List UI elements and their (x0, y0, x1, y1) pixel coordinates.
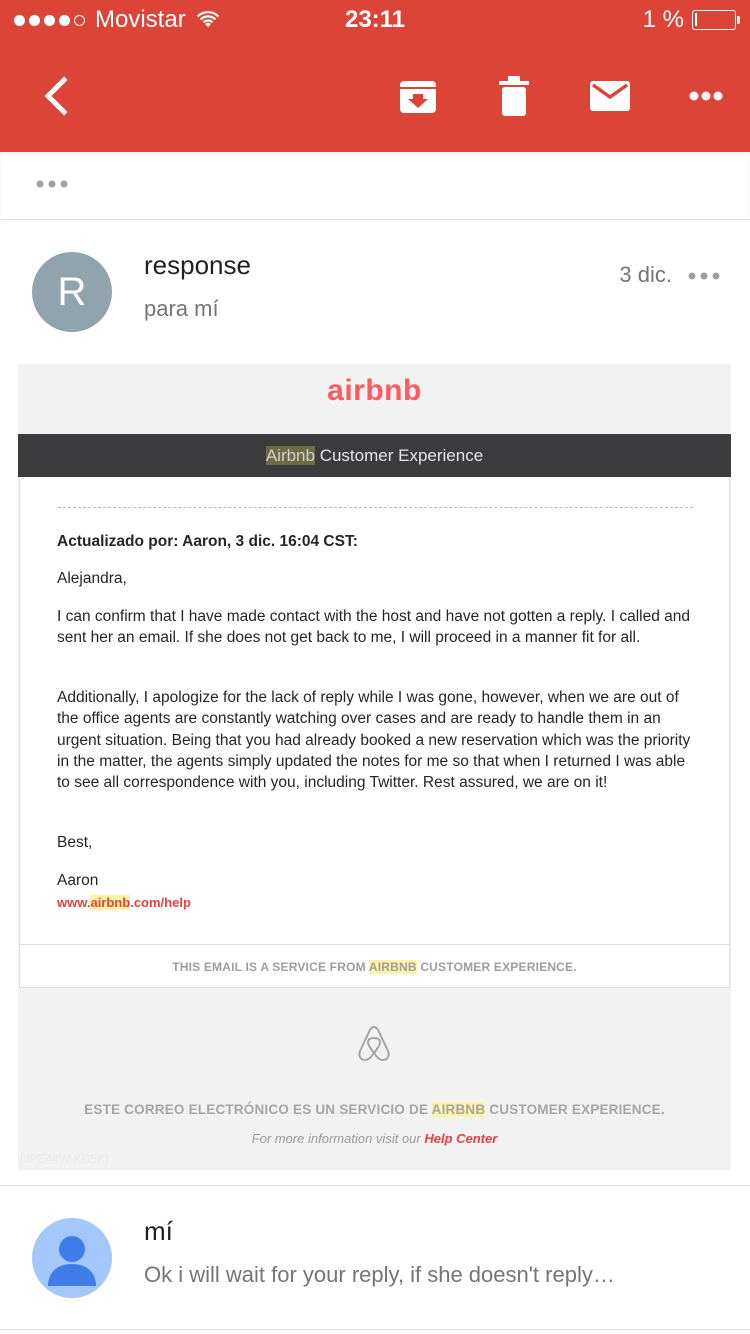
es-suffix: CUSTOMER EXPERIENCE. (485, 1102, 665, 1117)
recipient-label[interactable]: para mí (144, 296, 219, 321)
link-prefix: www. (57, 895, 91, 910)
service-prefix: THIS EMAIL IS A SERVICE FROM (172, 960, 369, 974)
archive-icon (399, 77, 437, 115)
person-icon (32, 1218, 112, 1298)
link-suffix: .com/help (130, 895, 191, 910)
bottom-divider (0, 1329, 750, 1330)
service-suffix: CUSTOMER EXPERIENCE. (416, 960, 577, 974)
status-bar (0, 0, 750, 40)
banner-brand: Airbnb (265, 446, 315, 465)
spanish-service-notice (18, 1102, 731, 1117)
signoff: Best, (57, 834, 93, 851)
mark-unread-button[interactable] (586, 72, 634, 120)
app-bar (0, 0, 750, 152)
chevron-left-icon (42, 76, 70, 116)
avatar[interactable]: R (32, 252, 112, 332)
carrier-label: Movistar (95, 6, 186, 33)
back-button[interactable] (32, 72, 80, 120)
more-info-text: For more information visit our (251, 1131, 425, 1146)
signature: Aaron (57, 872, 99, 889)
airbnb-belo-icon (356, 1024, 392, 1062)
delete-button[interactable] (490, 72, 538, 120)
paragraph-1: I can confirm that I have made contact with the host and have not gotten a reply. I called and sent her an email. If she does not get back to me, I will proceed in a manner fit for all. (57, 608, 691, 647)
es-brand: AIRBNB (431, 1102, 486, 1117)
help-link[interactable] (57, 895, 191, 910)
more-horizontal-icon (36, 180, 70, 188)
more-info-line (18, 1131, 731, 1146)
service-brand: AIRBNB (368, 960, 417, 974)
sender-name: response (144, 250, 251, 280)
service-notice (19, 944, 730, 988)
collapsed-messages[interactable] (0, 152, 750, 220)
archive-button[interactable] (394, 72, 442, 120)
reply-sender: mí (144, 1216, 173, 1246)
dashed-divider (58, 507, 693, 508)
es-prefix: ESTE CORREO ELECTRÓNICO ES UN SERVICIO DE (84, 1102, 432, 1117)
message-card (19, 477, 730, 987)
clock: 23:11 (344, 6, 406, 33)
mail-icon (590, 81, 630, 111)
airbnb-logo: airbnb (327, 374, 422, 407)
updated-by-line: Actualizado por: Aaron, 3 dic. 16:04 CST: (57, 533, 358, 550)
link-brand: airbnb (90, 895, 131, 910)
banner-text: Customer Experience (314, 446, 484, 465)
customer-experience-banner (18, 434, 731, 477)
trash-icon (499, 76, 529, 116)
reference-code: [JPE44W-KD5K] (20, 1152, 109, 1166)
more-horizontal-icon (689, 91, 723, 101)
message-separator (0, 1185, 750, 1186)
help-center-link[interactable]: Help Center (424, 1131, 498, 1146)
message-date: 3 dic. (619, 262, 672, 287)
reply-snippet[interactable]: Ok i will wait for your reply, if she doesn't reply… (144, 1262, 615, 1287)
battery-percent: 1 % (642, 6, 684, 33)
battery-group (643, 6, 736, 34)
more-options-button[interactable] (682, 72, 730, 120)
email-body (18, 364, 731, 1170)
greeting: Alejandra, (57, 570, 127, 587)
paragraph-2: Additionally, I apologize for the lack of reply while I was gone, however, when we are out of the office agents are constantly watching over cases and are ready to handle them in an urgent situation. Being that you had already booked a new reservation which was the priority in the matter, the agents simply updated the notes for me so that when I returned I was able to see all correspondence with you, including Twitter. Rest assured, we are on it! (57, 689, 691, 792)
avatar[interactable] (32, 1218, 112, 1298)
more-horizontal-icon[interactable] (688, 272, 722, 280)
battery-icon (692, 10, 736, 30)
